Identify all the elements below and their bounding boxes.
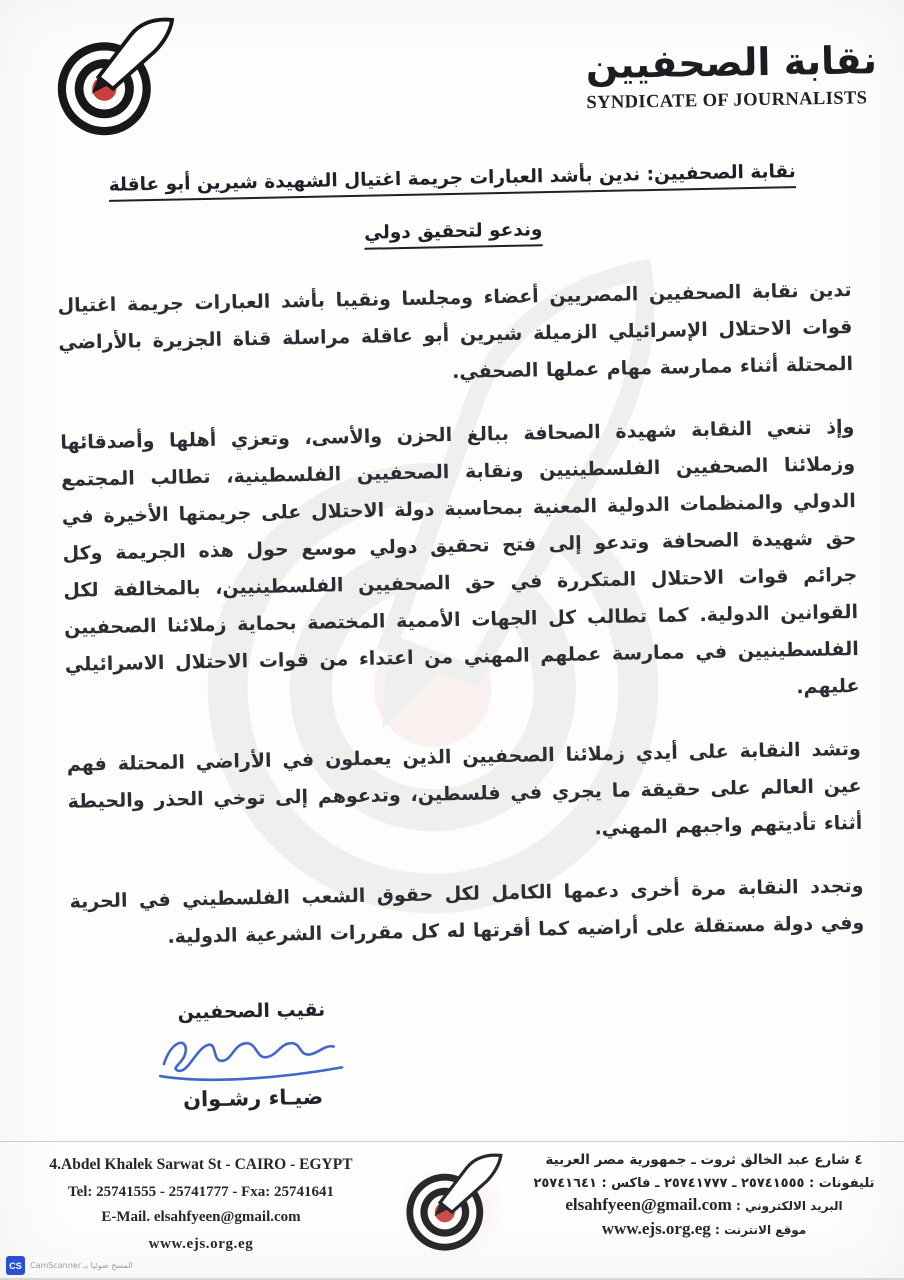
footer-english-block xyxy=(34,1156,368,1253)
footer-phones-en: Tel: 25741555 - 25741777 - Fxa: 25741641 xyxy=(67,1184,335,1200)
footer-email-label-ar: البريد الالكتروني : xyxy=(736,1199,843,1213)
footer-arabic-block xyxy=(526,1152,882,1239)
signatory-role: نقيب الصحفيين xyxy=(177,998,326,1024)
letter-paragraph: تدين نقابة الصحفيين المصريين أعضاء ومجلسا ونقيبا بأشد العبارات جريمة اغتيال قوات الاحتلال الإسرائيلي الزميلة شيرين أبو عاقلة مراسلة قناة الجزيرة بالأراضي المحتلة أثناء ممارسة مهام عملها الصحفي. xyxy=(57,279,854,384)
footer-email-value: elsahfyeen@gmail.com xyxy=(565,1195,732,1214)
letter-paragraph: وإذ تنعي النقابة شهيدة الصحافة ببالغ الحزن والأسى، وتعزي أهلها وأصدقائها وزملائنا الصحفيين الفلسطينيين ونقابة الصحفيين الفلسطينية، تطالب المجتمع الدولي والمنظمات الدولية المعنية بمحاسبة دولة الاحتلال على جريمتها الأخيرة في حق شهيدة الصحافة وتدعو إلى فتح تحقيق دولي موسع حول هذه الجريمة وكل جرائم قوات الاحتلال المتكررة في حق الصحفيين الفلسطينيين، بالمخالفة لكل القوانين الدولية. كما تطالب كل الجهات الأممية المختصة بحماية زملائنا الصحفيين الفلسطينيين في ممارسة عملهم المهني من اعتداء من قوات الاحتلال الاسرائيلي عليهم. xyxy=(60,415,860,699)
letter-paragraph: وتشد النقابة على أيدي زملائنا الصحفيين الذين يعملون في الأراضي المحتلة فهم عين العالم على حقيقة ما يجري في فلسطين، وتدعوهم إلى توخي الحذر والحيطة أثناء تأديتهم واجبهم المهني. xyxy=(66,737,863,840)
letter-title-line2: وندعو لتحقيق دولي xyxy=(363,219,543,244)
footer-website-value: www.ejs.org.eg xyxy=(601,1219,711,1238)
letter-title-line1: نقابة الصحفيين: ندين بأشد العبارات جريمة اغتيال الشهيدة شيرين أبو عاقلة xyxy=(108,161,796,196)
footer-email-ar xyxy=(526,1195,882,1215)
letterhead-footer xyxy=(0,1141,904,1280)
signature-block xyxy=(134,998,371,1113)
camscanner-icon: CS xyxy=(6,1256,25,1275)
footer-address-ar: ٤ شارع عبد الخالق ثروت ـ جمهورية مصر العربية xyxy=(545,1152,863,1168)
org-name-arabic: نقابة الصحفيين xyxy=(585,38,878,88)
syndicate-logo xyxy=(50,16,176,144)
camscanner-watermark xyxy=(6,1256,133,1275)
letter-paragraph: وتجدد النقابة مرة أخرى دعمها الكامل لكل حقوق الشعب الفلسطيني في الحرية وفي دولة مستقلة على أراضيه كما أقرتها له كل مقررات الشرعية الدولية. xyxy=(69,874,865,948)
masthead xyxy=(585,38,878,114)
footer-website-ar xyxy=(526,1219,882,1239)
org-name-english: SYNDICATE OF JOURNALISTS xyxy=(586,87,868,113)
footer-logo-wrap xyxy=(377,1146,527,1276)
signatory-name: ضيـاء رشـوان xyxy=(182,1084,324,1112)
footer-email-en: E-Mail. elsahfyeen@gmail.com xyxy=(101,1209,301,1225)
footer-logo xyxy=(400,1150,504,1260)
handwritten-signature xyxy=(149,1028,355,1086)
footer-website-label-ar: موقع الانترنت : xyxy=(714,1223,807,1237)
letter-body xyxy=(55,160,868,1114)
footer-website-en: www.ejs.org.eg xyxy=(148,1236,254,1252)
camscanner-text: المسح ضوئيا بـ CamScanner xyxy=(30,1261,133,1270)
footer-address-en: 4.Abdel Khalek Sarwat St - CAIRO - EGYPT xyxy=(49,1156,353,1173)
footer-phones-ar: تليفونات : ٢٥٧٤١٥٥٥ ـ ٢٥٧٤١٧٧٧ ـ فاكس : ٢٥٧٤١٦٤١ xyxy=(533,1176,875,1191)
